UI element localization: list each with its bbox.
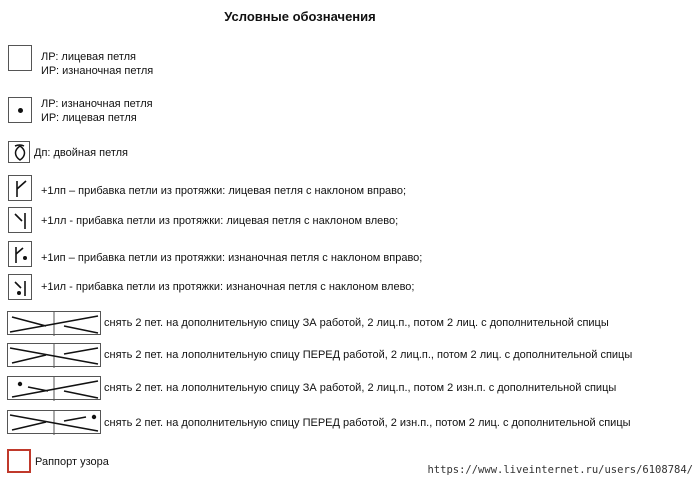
legend-label: +1лп – прибавка петли из протяжки: лицевая петля с наклоном вправо;	[41, 185, 407, 197]
legend-label: ИР: изнаночная петля	[41, 65, 154, 77]
page-title: Условные обозначения	[224, 9, 376, 24]
repeat-square-icon	[7, 449, 31, 473]
cable-label: снять 2 пет. на лополнительную спицу ЗА работой, 2 лиц.п., потом 2 изн.п. с дополнительной спицы	[104, 382, 617, 394]
double-loop-icon	[8, 141, 30, 163]
legend-label: ЛР: изнаночная петля	[41, 98, 153, 110]
legend-label: +1ип – прибавка петли из протяжки: изнаночная петля с наклоном вправо;	[41, 252, 423, 264]
legend-label: ЛР: лицевая петля	[41, 51, 137, 63]
increase-right-icon	[8, 175, 32, 201]
cable-label: снять 2 пет. на дополнительную спицу ЗА работой, 2 лиц.п., потом 2 лиц. с дополнительной спицы	[104, 317, 609, 329]
cable-label: снять 2 пет. на лополнительную спицу ПЕРЕД работой, 2 лиц.п., потом 2 лиц. с дополнительной спицы	[104, 349, 633, 361]
empty-square-icon	[8, 45, 32, 71]
cable-front-icon	[7, 343, 101, 367]
purl-cable-back-icon	[7, 376, 101, 400]
increase-left-icon	[8, 207, 32, 233]
source-url: https://www.liveinternet.ru/users/6108784/	[427, 464, 693, 476]
purl-cable-front-icon	[7, 410, 101, 434]
purl-increase-right-icon	[8, 241, 32, 267]
legend-label: +1ил - прибавка петли из протяжки: изнаночная петля с наклоном влево;	[41, 281, 415, 293]
purl-increase-left-icon	[8, 274, 32, 300]
repeat-label: Раппорт узора	[35, 456, 109, 468]
cable-label: снять 2 пет. на дополнительную спицу ПЕРЕД работой, 2 изн.п., потом 2 лиц. с дополнительной спицы	[104, 417, 631, 429]
dot-icon	[8, 97, 32, 123]
legend-label: +1лл - прибавка петли из протяжки: лицевая петля с наклоном влево;	[41, 215, 399, 227]
legend-label: Дп: двойная петля	[34, 147, 129, 159]
cable-back-icon	[7, 311, 101, 335]
legend-label: ИР: лицевая петля	[41, 112, 137, 124]
